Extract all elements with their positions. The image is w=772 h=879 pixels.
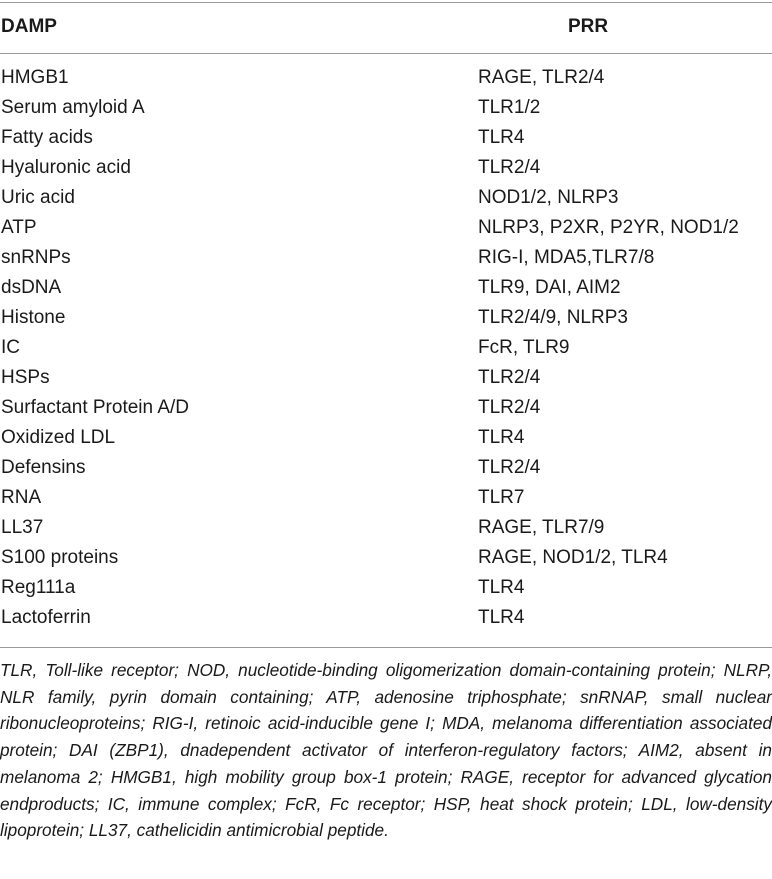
table-row <box>0 397 772 427</box>
damp-cell: HSPs <box>1 367 50 388</box>
table-row <box>0 217 772 247</box>
damp-cell: Defensins <box>1 457 86 478</box>
prr-cell: TLR1/2 <box>478 97 541 118</box>
prr-cell: TLR2/4 <box>478 157 541 178</box>
table-row <box>0 577 772 607</box>
table-row <box>0 247 772 277</box>
table-bottom-rule <box>0 647 772 648</box>
damp-cell: Lactoferrin <box>1 607 91 628</box>
prr-cell: TLR7 <box>478 487 525 508</box>
column-header-prr: PRR <box>567 16 609 37</box>
table-row <box>0 457 772 487</box>
damp-cell: IC <box>1 337 20 358</box>
table-row <box>0 127 772 157</box>
damp-cell: Fatty acids <box>1 127 93 148</box>
table-row <box>0 367 772 397</box>
prr-cell: TLR2/4 <box>478 367 541 388</box>
prr-cell: NLRP3, P2XR, P2YR, NOD1/2 <box>478 217 739 238</box>
prr-cell: FcR, TLR9 <box>478 337 570 358</box>
table-footnote: TLR, Toll-like receptor; NOD, nucleotide-binding oligomerization domain-containing protein; NLRP, NLR family, pyrin domain containing; ATP, adenosine triphosphate; snRNAP, small nuclear ribonucleoproteins; RIG-I, retinoic acid-inducible gene I; MDA, melanoma differentiation associated protein; DAI (ZBP1), dnadependent activator of interferon-regulatory factors; AIM2, absent in melanoma 2; HMGB1, high mobility group box-1 protein; RAGE, receptor for advanced glycation endproducts; IC, immune complex; FcR, Fc receptor; HSP, heat shock protein; LDL, low-density lipoprotein; LL37, cathelicidin antimicrobial peptide. <box>0 660 772 841</box>
table-header-row <box>0 0 772 53</box>
table-row <box>0 67 772 97</box>
table-row <box>0 547 772 577</box>
damp-cell: Oxidized LDL <box>1 427 116 448</box>
prr-cell: RAGE, TLR7/9 <box>478 517 605 538</box>
damp-cell: Hyaluronic acid <box>1 157 131 178</box>
prr-cell: TLR9, DAI, AIM2 <box>478 277 621 298</box>
damp-cell: ATP <box>1 217 37 238</box>
damp-cell: RNA <box>1 487 42 508</box>
damp-cell: snRNPs <box>1 247 71 268</box>
damp-cell: Serum amyloid A <box>1 97 145 118</box>
damp-cell: S100 proteins <box>1 547 119 568</box>
damp-cell: Surfactant Protein A/D <box>1 397 189 418</box>
prr-cell: TLR4 <box>478 427 525 448</box>
table-row <box>0 427 772 457</box>
column-header-damp: DAMP <box>1 16 57 37</box>
table-row <box>0 97 772 127</box>
prr-cell: TLR2/4 <box>478 457 541 478</box>
table-row <box>0 487 772 517</box>
table-row <box>0 337 772 367</box>
prr-cell: TLR2/4 <box>478 397 541 418</box>
prr-cell: TLR4 <box>478 607 525 628</box>
table-header-rule <box>0 53 772 54</box>
prr-cell: RIG-I, MDA5,TLR7/8 <box>478 247 655 268</box>
damp-cell: HMGB1 <box>1 67 69 88</box>
damp-cell: Reg111a <box>1 577 76 598</box>
table-row <box>0 607 772 637</box>
table-row <box>0 277 772 307</box>
prr-cell: TLR4 <box>478 577 525 598</box>
table-row <box>0 307 772 337</box>
table-row <box>0 157 772 187</box>
table-row <box>0 517 772 547</box>
prr-cell: RAGE, NOD1/2, TLR4 <box>478 547 668 568</box>
damp-cell: LL37 <box>1 517 44 538</box>
damp-cell: Uric acid <box>1 187 75 208</box>
prr-cell: NOD1/2, NLRP3 <box>478 187 619 208</box>
table-row <box>0 187 772 217</box>
damp-cell: Histone <box>1 307 66 328</box>
damp-cell: dsDNA <box>1 277 62 298</box>
prr-cell: RAGE, TLR2/4 <box>478 67 605 88</box>
prr-cell: TLR4 <box>478 127 525 148</box>
prr-cell: TLR2/4/9, NLRP3 <box>478 307 628 328</box>
table-body <box>0 67 772 637</box>
